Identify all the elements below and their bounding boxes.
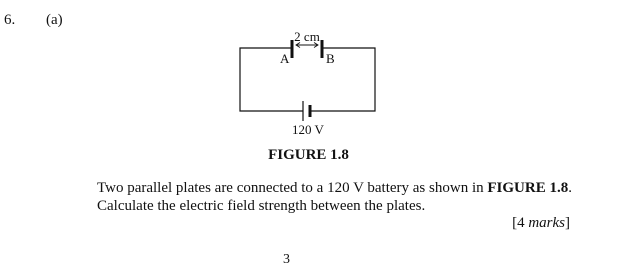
marks-open: [4	[512, 215, 529, 231]
marks-word: marks	[528, 215, 565, 231]
question-text-line-1-start: Two parallel plates are connected to a 120 V battery as shown in	[97, 180, 488, 196]
gap-label: 2 cm	[294, 29, 320, 44]
wire-left-top	[240, 48, 303, 111]
wire-right-top	[310, 48, 375, 111]
plate-a-label: A	[280, 51, 290, 66]
question-text-line-1	[97, 180, 572, 197]
question-text-line-2: Calculate the electric field strength between the plates.	[97, 198, 426, 214]
page-number: 3	[283, 252, 290, 267]
marks-allocation	[512, 215, 570, 232]
figure-reference: FIGURE 1.8	[487, 180, 569, 196]
question-number: 6.	[4, 12, 16, 28]
marks-close: ]	[565, 215, 570, 231]
plate-b-label: B	[326, 51, 335, 66]
figure-caption: FIGURE 1.8	[268, 147, 349, 163]
question-part-label: (a)	[46, 12, 63, 28]
battery-label: 120 V	[292, 122, 324, 137]
question-text-line-1-end: .	[568, 180, 572, 196]
